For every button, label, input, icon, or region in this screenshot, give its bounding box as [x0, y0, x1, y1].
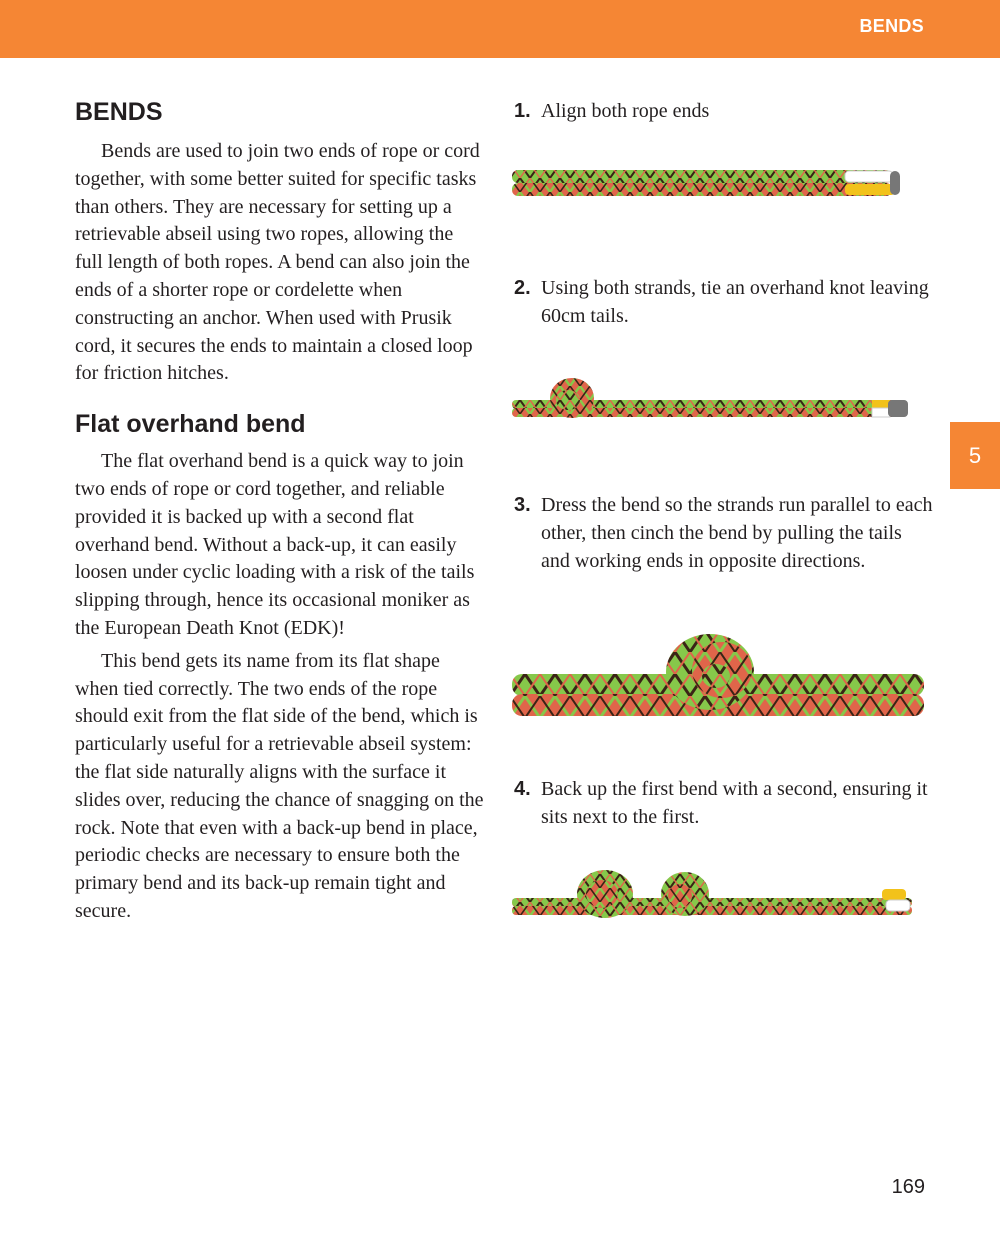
step-1	[514, 98, 934, 126]
chapter-tab: 5	[950, 422, 1000, 489]
dressed-bend-closeup-image	[510, 630, 930, 722]
body-paragraph: The flat overhand bend is a quick way to join two ends of rope or cord together, and reliable provided it is backed up with a second flat overhand bend. Without a back-up, it can easily loosen under cyclic loading with a risk of the tails slipping through, hence its occasional moniker as the European Death Knot (EDK)!	[75, 450, 475, 639]
step-text: Using both strands, tie an overhand knot leaving 60cm tails.	[541, 277, 929, 327]
step-3	[514, 492, 934, 575]
double-bend-image	[510, 860, 920, 930]
step-text: Align both rope ends	[541, 100, 710, 122]
page-number: 169	[891, 1176, 925, 1198]
step-number: 2.	[514, 277, 531, 299]
step-number: 1.	[514, 100, 531, 122]
main-column	[75, 96, 485, 931]
section-title: BENDS	[75, 98, 163, 126]
body-paragraph: This bend gets its name from its flat shape when tied correctly. The two ends of the rope should exit from the flat side of the bend, which is particularly useful for a retrievable abseil system: the flat side naturally aligns with the surface it slides over, reducing the chance of snagging on the rock. Note that even with a back-up bend in place, periodic checks are necessary to ensure both the primary bend and its back-up remain tight and secure.	[75, 649, 484, 922]
step-4	[514, 776, 934, 832]
step-text: Back up the first bend with a second, ensuring it sits next to the first.	[541, 778, 928, 828]
step-2	[514, 275, 934, 331]
header-bar	[0, 0, 1000, 58]
intro-paragraph: Bends are used to join two ends of rope or cord together, with some better suited for specific tasks than others. They are necessary for setting up a retrievable abseil using two ropes, allowing the full length of both ropes. A bend can also join the ends of a shorter rope or cordelette when constructing an anchor. When used with Prusik cord, it secures the ends to maintain a closed loop for friction hitches.	[75, 140, 480, 385]
running-head: BENDS	[859, 16, 924, 36]
step-number: 3.	[514, 494, 531, 516]
subsection-title: Flat overhand bend	[75, 410, 306, 439]
step-number: 4.	[514, 778, 531, 800]
overhand-knot-image	[510, 372, 915, 422]
step-text: Dress the bend so the strands run parallel to each other, then cinch the bend by pulling the tails and working ends in opposite directions.	[541, 494, 933, 572]
two-aligned-ropes-image	[510, 164, 910, 204]
